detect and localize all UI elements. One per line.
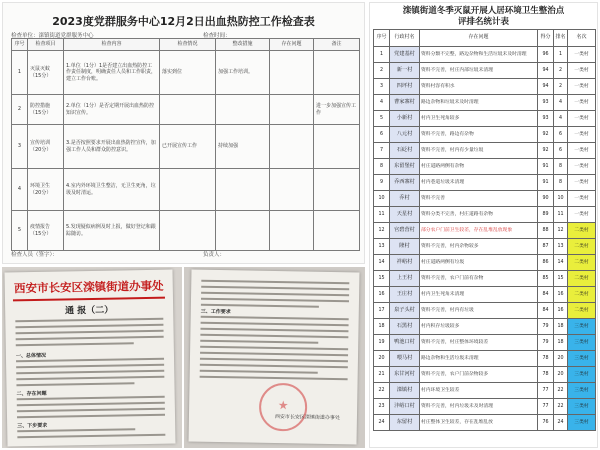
table-row xyxy=(374,223,596,239)
table-cell-content: 4.室内外环境卫生整洁，无卫生死角，垃圾及时清运。 xyxy=(64,169,160,211)
table-cell-item: 疫情报告（15分） xyxy=(28,211,64,251)
rank-cell: 1 xyxy=(554,47,568,63)
header-cell: 序号 xyxy=(374,30,390,47)
village-name-cell: 滦镇村 xyxy=(390,383,420,399)
rank-no-cell: 1 xyxy=(374,47,390,63)
issue-cell: 村内环境卫生较差 xyxy=(420,383,538,399)
table-cell-no: 2 xyxy=(12,95,28,125)
village-name-cell: 党建基村 xyxy=(390,47,420,63)
issue-cell: 村内卫生死角未清理 xyxy=(420,287,538,303)
red-rule xyxy=(13,297,165,302)
table-cell-note: 进一步加强宣传工作 xyxy=(314,95,360,125)
level-cell: 三类村 xyxy=(568,383,596,399)
village-name-cell: 王庄村 xyxy=(390,287,420,303)
rank-cell: 8 xyxy=(554,175,568,191)
text-line xyxy=(200,340,318,344)
level-cell: 二类村 xyxy=(568,271,596,287)
header-cell: 备注 xyxy=(314,39,360,51)
rank-cell: 16 xyxy=(554,303,568,319)
rank-no-cell: 10 xyxy=(374,191,390,207)
notice-photo-left xyxy=(2,267,182,448)
text-line xyxy=(16,370,164,375)
table-row xyxy=(374,239,596,255)
ranking-table xyxy=(373,29,596,431)
issue-cell: 村内积存垃圾较多 xyxy=(420,319,538,335)
level-cell: 一类村 xyxy=(568,175,596,191)
table-row xyxy=(12,169,360,211)
rank-cell: 18 xyxy=(554,319,568,335)
ranking-title-line1: 滦镇街道冬季灭鼠开展人居环境卫生整治点 xyxy=(402,6,565,16)
score-cell: 84 xyxy=(538,287,554,303)
level-cell: 三类村 xyxy=(568,351,596,367)
table-cell-note xyxy=(314,51,360,95)
table-cell-content: 3.是否按照要求开展出血热防控宣传，加强工作人员和群众防控意识。 xyxy=(64,125,160,169)
table-row xyxy=(374,175,596,191)
header-cell: 检查情况 xyxy=(160,39,216,51)
text-line xyxy=(17,414,165,419)
score-cell: 77 xyxy=(538,399,554,415)
issue-cell: 资料不完善，村内有垃圾 xyxy=(420,303,538,319)
level-cell: 二类村 xyxy=(568,287,596,303)
table-row xyxy=(374,191,596,207)
village-name-cell: 四坪村 xyxy=(390,79,420,95)
score-cell: 91 xyxy=(538,159,554,175)
inspection-time-label: 检查时间： xyxy=(203,33,231,39)
issue-cell: 资料村容有积水 xyxy=(420,79,538,95)
rank-no-cell: 20 xyxy=(374,351,390,367)
table-cell-status: 落实到位 xyxy=(160,51,216,95)
table-row xyxy=(374,415,596,431)
level-cell: 三类村 xyxy=(568,319,596,335)
table-cell-fix xyxy=(216,169,270,211)
issue-cell: 路边杂物和生活垃圾未清理 xyxy=(420,351,538,367)
level-cell: 三类村 xyxy=(568,335,596,351)
village-name-cell: 上王村 xyxy=(390,271,420,287)
table-row xyxy=(374,111,596,127)
text-line xyxy=(201,280,349,285)
village-name-cell: 八元村 xyxy=(390,127,420,143)
score-cell: 93 xyxy=(538,95,554,111)
table-row xyxy=(374,95,596,111)
score-cell: 85 xyxy=(538,271,554,287)
village-name-cell: 新一村 xyxy=(390,63,420,79)
issue-cell: 资料分類不完整，路边杂物和生活垃圾未及时清理 xyxy=(420,47,538,63)
issue-cell: 资料不完善，村庄整体环境较差 xyxy=(420,335,538,351)
text-line xyxy=(200,358,348,363)
rank-no-cell: 24 xyxy=(374,415,390,431)
header-cell: 得分 xyxy=(538,30,554,47)
table-cell-content: 1.单位（1分）1是否建立出血热防控工作责任制度，明确责任人员和工作职责，建立工作台账。 xyxy=(64,51,160,95)
rank-cell: 2 xyxy=(554,63,568,79)
rank-no-cell: 8 xyxy=(374,159,390,175)
table-row xyxy=(374,47,596,63)
table-row xyxy=(374,351,596,367)
reviewer-label: 负责人： xyxy=(203,252,226,258)
notice-section-heading: 三、工作要求 xyxy=(200,308,231,316)
level-cell: 二类村 xyxy=(568,239,596,255)
village-name-cell: 石黑村 xyxy=(390,319,420,335)
notice-section-heading: 一、总体情况 xyxy=(15,352,47,360)
rank-no-cell: 5 xyxy=(374,111,390,127)
issue-cell: 资料不完善，村内垃圾未及时清理 xyxy=(420,399,538,415)
level-cell: 一类村 xyxy=(568,127,596,143)
table-row xyxy=(12,125,360,169)
rank-cell: 10 xyxy=(554,191,568,207)
village-name-cell: 石砭村 xyxy=(390,143,420,159)
table-cell-fix: 加强工作培训。 xyxy=(216,51,270,95)
text-line xyxy=(17,434,165,439)
table-cell-fix xyxy=(216,95,270,125)
header-cell: 整改措施 xyxy=(216,39,270,51)
table-cell-content: 2.单位（1分）是否定期开展出血热防控知识宣传。 xyxy=(64,95,160,125)
text-line xyxy=(201,316,349,321)
rank-no-cell: 13 xyxy=(374,239,390,255)
table-cell-item: 环境卫生（20分） xyxy=(28,169,64,211)
text-line xyxy=(200,376,348,381)
score-cell: 90 xyxy=(538,191,554,207)
level-cell: 二类村 xyxy=(568,303,596,319)
issue-cell: 村庄道路两侧有垃圾 xyxy=(420,255,538,271)
issue-cell: 资料不完善，村内杂物较多 xyxy=(420,239,538,255)
village-name-cell: 官碧营村 xyxy=(390,223,420,239)
table-cell-status xyxy=(160,211,216,251)
level-cell: 二类村 xyxy=(568,223,596,239)
notice-photo-right xyxy=(184,267,365,448)
village-name-cell: 祥峪村 xyxy=(390,255,420,271)
rank-no-cell: 22 xyxy=(374,383,390,399)
rank-cell: 13 xyxy=(554,239,568,255)
rank-cell: 2 xyxy=(554,79,568,95)
score-cell: 77 xyxy=(538,383,554,399)
village-name-cell: 喂马村 xyxy=(390,351,420,367)
inspection-table-document xyxy=(2,2,365,264)
issue-cell: 村庄道路两侧有杂物 xyxy=(420,159,538,175)
score-cell: 87 xyxy=(538,239,554,255)
text-line xyxy=(200,370,318,374)
rank-no-cell: 6 xyxy=(374,127,390,143)
table-row xyxy=(374,303,596,319)
rank-cell: 22 xyxy=(554,399,568,415)
score-cell: 76 xyxy=(538,415,554,431)
table-cell-no: 1 xyxy=(12,51,28,95)
text-line xyxy=(16,336,164,341)
text-line xyxy=(201,322,349,327)
table-row xyxy=(374,255,596,271)
text-line xyxy=(201,286,349,291)
rank-cell: 16 xyxy=(554,287,568,303)
level-cell: 二类村 xyxy=(568,255,596,271)
text-line xyxy=(16,382,134,386)
inspection-header-row xyxy=(12,39,360,51)
village-name-cell: 乔村 xyxy=(390,191,420,207)
score-cell: 91 xyxy=(538,175,554,191)
rank-cell: 24 xyxy=(554,415,568,431)
village-name-cell: 东甘河村 xyxy=(390,367,420,383)
unit-value: 滦镇街道党群服务中心 xyxy=(38,33,94,39)
score-cell: 96 xyxy=(538,47,554,63)
village-name-cell: 东留村 xyxy=(390,415,420,431)
text-line xyxy=(200,328,348,333)
rank-no-cell: 19 xyxy=(374,335,390,351)
village-name-cell: 天星村 xyxy=(390,207,420,223)
table-row xyxy=(374,63,596,79)
notice-section-heading: 三、下步要求 xyxy=(17,422,48,430)
score-cell: 94 xyxy=(538,63,554,79)
level-cell: 一类村 xyxy=(568,111,596,127)
text-line xyxy=(16,342,134,346)
issue-cell: 部分农户门前卫生较差，存在乱堆乱放现象 xyxy=(420,223,538,239)
header-cell: 名次 xyxy=(568,30,596,47)
rank-no-cell: 2 xyxy=(374,63,390,79)
table-cell-item: 宣传培训（20分） xyxy=(28,125,64,169)
issue-cell: 路边杂物和垃圾未及时清理 xyxy=(420,95,538,111)
rank-cell: 18 xyxy=(554,335,568,351)
text-line xyxy=(200,334,348,339)
rank-cell: 20 xyxy=(554,367,568,383)
rank-no-cell: 17 xyxy=(374,303,390,319)
issue-cell: 资料不完善，村内有少量垃圾 xyxy=(420,143,538,159)
issue-cell: 资料不完善，路边有杂物 xyxy=(420,127,538,143)
issue-cell: 资料不完善，农户门前杂物较多 xyxy=(420,367,538,383)
table-row xyxy=(374,271,596,287)
rank-no-cell: 9 xyxy=(374,175,390,191)
text-line xyxy=(201,292,349,297)
table-cell-issue xyxy=(270,125,314,169)
issue-cell: 资料不完善，村庄内部垃圾未清理 xyxy=(420,63,538,79)
rank-no-cell: 7 xyxy=(374,143,390,159)
table-cell-status: 已开展宣传工作 xyxy=(160,125,216,169)
header-cell: 检查项目 xyxy=(28,39,64,51)
table-row xyxy=(374,335,596,351)
score-cell: 94 xyxy=(538,79,554,95)
issue-cell: 村内卫生死角较多 xyxy=(420,111,538,127)
text-line xyxy=(16,330,164,335)
table-cell-no: 5 xyxy=(12,211,28,251)
issue-cell: 村内巷道垃圾未清理 xyxy=(420,175,538,191)
score-cell: 92 xyxy=(538,127,554,143)
notice-paper xyxy=(189,270,360,445)
ranking-table-document xyxy=(369,2,598,448)
notice-signer: 西安市长安区滦镇街道办事处 xyxy=(274,414,341,422)
score-cell: 79 xyxy=(538,335,554,351)
table-cell-no: 3 xyxy=(12,125,28,169)
ranking-header-row xyxy=(374,30,596,47)
rank-no-cell: 15 xyxy=(374,271,390,287)
notice-paper xyxy=(4,270,175,447)
table-cell-issue xyxy=(270,51,314,95)
header-cell: 行政村名 xyxy=(390,30,420,47)
notice-subtitle: 通 报（二） xyxy=(65,305,114,317)
ranking-title xyxy=(370,6,597,28)
level-cell: 一类村 xyxy=(568,191,596,207)
text-line xyxy=(16,364,164,369)
text-line xyxy=(200,352,348,357)
table-row xyxy=(12,95,360,125)
table-row xyxy=(374,367,596,383)
notice-header: 西安市长安区滦镇街道办事处 xyxy=(13,278,164,296)
score-cell: 89 xyxy=(538,207,554,223)
rank-no-cell: 12 xyxy=(374,223,390,239)
table-row xyxy=(12,211,360,251)
village-name-cell: 沣峪口村 xyxy=(390,399,420,415)
village-name-cell: 乔西寨村 xyxy=(390,175,420,191)
table-cell-item: 防控措施（15分） xyxy=(28,95,64,125)
table-cell-note xyxy=(314,125,360,169)
text-line xyxy=(200,364,348,369)
table-cell-issue xyxy=(270,211,314,251)
text-line xyxy=(15,318,163,323)
table-cell-note xyxy=(314,211,360,251)
score-cell: 79 xyxy=(538,319,554,335)
rank-cell: 6 xyxy=(554,127,568,143)
table-cell-issue xyxy=(270,95,314,125)
notice-section-heading: 二、存在问题 xyxy=(16,390,47,398)
score-cell: 93 xyxy=(538,111,554,127)
rank-no-cell: 4 xyxy=(374,95,390,111)
village-name-cell: 曹家寨村 xyxy=(390,95,420,111)
level-cell: 一类村 xyxy=(568,159,596,175)
official-seal xyxy=(259,383,308,432)
level-cell: 一类村 xyxy=(568,79,596,95)
table-row xyxy=(374,319,596,335)
table-row xyxy=(374,207,596,223)
score-cell: 84 xyxy=(538,303,554,319)
level-cell: 一类村 xyxy=(568,47,596,63)
text-line xyxy=(200,346,348,351)
table-row xyxy=(374,127,596,143)
level-cell: 一类村 xyxy=(568,63,596,79)
table-row xyxy=(374,79,596,95)
table-cell-status xyxy=(160,169,216,211)
unit-label: 检查单位： xyxy=(11,33,39,39)
table-row xyxy=(374,159,596,175)
rank-no-cell: 18 xyxy=(374,319,390,335)
rank-cell: 22 xyxy=(554,383,568,399)
table-cell-status xyxy=(160,95,216,125)
level-cell: 三类村 xyxy=(568,415,596,431)
issue-cell: 村庄整体卫生较差，存在乱堆乱放 xyxy=(420,415,538,431)
village-name-cell: 东留堡村 xyxy=(390,159,420,175)
table-cell-item: 灭鼠灭蚊（15分） xyxy=(28,51,64,95)
rank-cell: 12 xyxy=(554,223,568,239)
inspection-title: 2023度党群服务中心12月2日出血热防控工作检查表 xyxy=(52,15,315,28)
issue-cell: 资料不完善 xyxy=(420,191,538,207)
text-line xyxy=(201,298,349,303)
level-cell: 三类村 xyxy=(568,399,596,415)
issue-cell: 资料不完善，农户门前有杂物 xyxy=(420,271,538,287)
issue-cell: 资料分类不完善，村庄道路有杂物 xyxy=(420,207,538,223)
table-row xyxy=(374,383,596,399)
rank-no-cell: 11 xyxy=(374,207,390,223)
score-cell: 88 xyxy=(538,223,554,239)
rank-no-cell: 14 xyxy=(374,255,390,271)
level-cell: 三类村 xyxy=(568,367,596,383)
level-cell: 一类村 xyxy=(568,143,596,159)
rank-no-cell: 3 xyxy=(374,79,390,95)
text-line xyxy=(17,402,165,407)
table-cell-no: 4 xyxy=(12,169,28,211)
rank-cell: 4 xyxy=(554,95,568,111)
level-cell: 一类村 xyxy=(568,207,596,223)
table-row xyxy=(12,51,360,95)
table-row xyxy=(374,287,596,303)
rank-cell: 15 xyxy=(554,271,568,287)
village-name-cell: 鸭池口村 xyxy=(390,335,420,351)
header-cell: 存在问题 xyxy=(270,39,314,51)
rank-no-cell: 23 xyxy=(374,399,390,415)
header-cell: 排名 xyxy=(554,30,568,47)
village-name-cell: 泉子头村 xyxy=(390,303,420,319)
table-cell-note xyxy=(314,169,360,211)
rank-cell: 6 xyxy=(554,143,568,159)
header-cell: 存在问题 xyxy=(420,30,538,47)
text-line xyxy=(15,324,163,329)
rank-cell: 8 xyxy=(554,159,568,175)
village-name-cell: 隆村 xyxy=(390,239,420,255)
header-cell: 序号 xyxy=(12,39,28,51)
inspection-table xyxy=(11,38,360,251)
table-row xyxy=(374,143,596,159)
rank-cell: 4 xyxy=(554,111,568,127)
level-cell: 一类村 xyxy=(568,95,596,111)
table-row xyxy=(374,399,596,415)
table-cell-fix xyxy=(216,211,270,251)
ranking-title-line2: 评排名统计表 xyxy=(457,17,509,27)
rank-no-cell: 21 xyxy=(374,367,390,383)
village-name-cell: 小新村 xyxy=(390,111,420,127)
text-line xyxy=(17,408,165,413)
score-cell: 78 xyxy=(538,351,554,367)
inspector-label: 检查人员（签字）： xyxy=(11,252,58,258)
table-cell-issue xyxy=(270,169,314,211)
score-cell: 92 xyxy=(538,143,554,159)
header-cell: 检查内容 xyxy=(64,39,160,51)
seal-star-icon: ★ xyxy=(277,398,289,413)
rank-cell: 14 xyxy=(554,255,568,271)
table-cell-fix: 持续加强 xyxy=(216,125,270,169)
rank-no-cell: 16 xyxy=(374,287,390,303)
rank-cell: 11 xyxy=(554,207,568,223)
score-cell: 78 xyxy=(538,367,554,383)
score-cell: 86 xyxy=(538,255,554,271)
rank-cell: 20 xyxy=(554,351,568,367)
table-cell-content: 5.发现疑似病例及时上报，做好登记和跟踪随访。 xyxy=(64,211,160,251)
text-line xyxy=(16,376,164,381)
